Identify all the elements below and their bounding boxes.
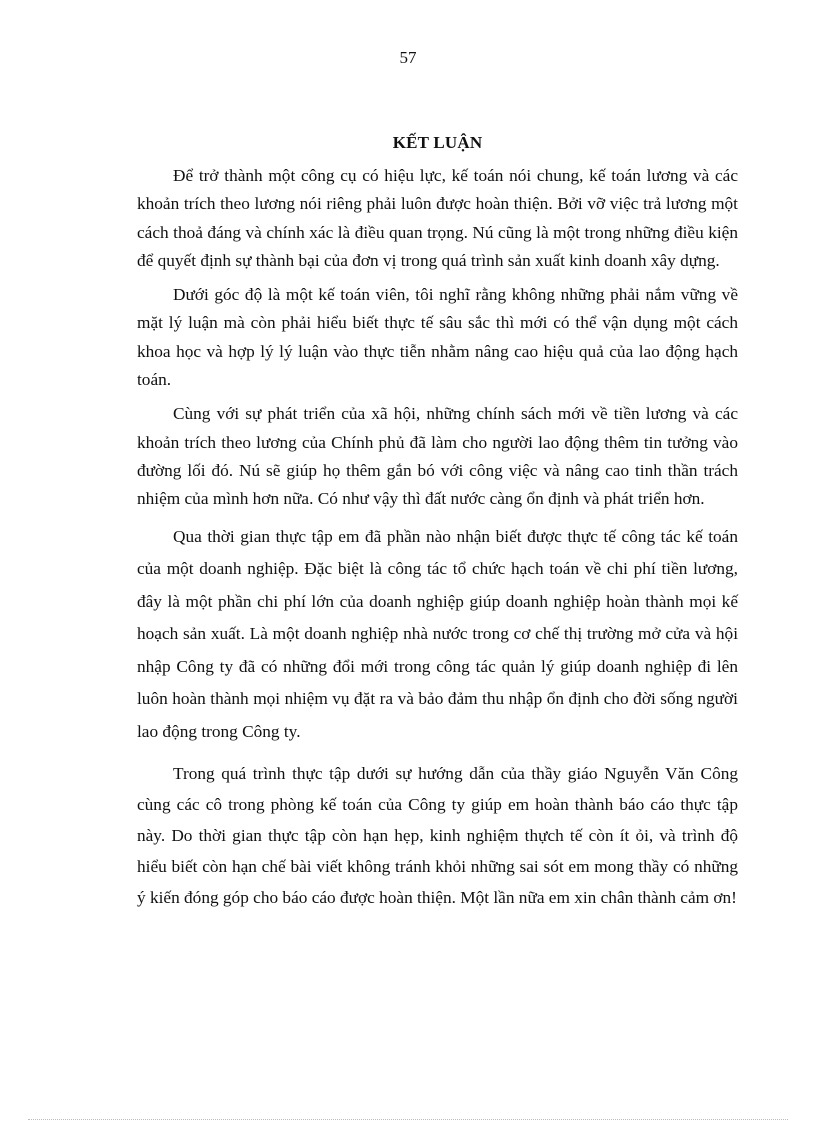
document-body: [137, 130, 738, 920]
paragraph-2: Dưới góc độ là một kế toán viên, tôi nghĩ rằng không những phải nắm vững về mặt lý luận mà còn phải hiểu biết thực tế sâu sắc thì mới có thể vận dụng một cách khoa học và hợp lý lý luận vào thực tiễn nhằm nâng cao hiệu quả của lao động hạch toán.: [137, 285, 738, 390]
footer-dotted-rule: [28, 1119, 788, 1120]
paragraph-5: Trong quá trình thực tập dưới sự hướng dẫn của thầy giáo Nguyễn Văn Công cùng các cô trong phòng kế toán của Công ty giúp em hoàn thành báo cáo thực tập này. Do thời gian thực tập còn hạn hẹp, kinh nghiệm thựch tế còn ít ỏi, và trình độ hiểu biết còn hạn chế bài viết không tránh khỏi những sai sót em mong thầy có những ý kiến đóng góp cho báo cáo được hoàn thiện. Một lần nữa em xin chân thành cảm ơn!: [137, 764, 738, 908]
paragraph-3: Cùng với sự phát triển của xã hội, những chính sách mới về tiền lương và các khoản trích theo lương của Chính phủ đã làm cho người lao động thêm tin tưởng vào đường lối đó. Nú sẽ giúp họ thêm gắn bó với công việc và nâng cao tinh thần trách nhiệm của mình hơn nữa. Có như vậy thì đất nước càng ổn định và phát triển hơn.: [137, 404, 738, 509]
section-title: KẾT LUẬN: [392, 133, 483, 152]
paragraph-1: Để trở thành một công cụ có hiệu lực, kế toán nói chung, kế toán lương và các khoản trích theo lương nói riêng phải luôn được hoàn thiện. Bởi vỡ việc trả lương một cách thoả đáng và chính xác là điều quan trọng. Nú cũng là một trong những điều kiện để quyết định sự thành bại của đơn vị trong quá trình sản xuất kinh doanh xây dựng.: [137, 166, 738, 270]
paragraph-4: Qua thời gian thực tập em đã phần nào nhận biết được thực tế công tác kế toán của một doanh nghiệp. Đặc biệt là công tác tổ chức hạch toán về chi phí tiền lương, đây là một phần chi phí lớn của doanh nghiệp giúp doanh nghiệp hoàn thành mọi kế hoạch sản xuất. Là một doanh nghiệp nhà nước trong cơ chế thị trường mở cửa và hội nhập Công ty đã có những đổi mới trong công tác quản lý giúp doanh nghiệp đi lên luôn hoàn thành mọi nhiệm vụ đặt ra và bảo đảm thu nhập ổn định cho đời sống người lao động trong Công ty.: [137, 526, 738, 741]
page-number: 57: [399, 48, 417, 67]
